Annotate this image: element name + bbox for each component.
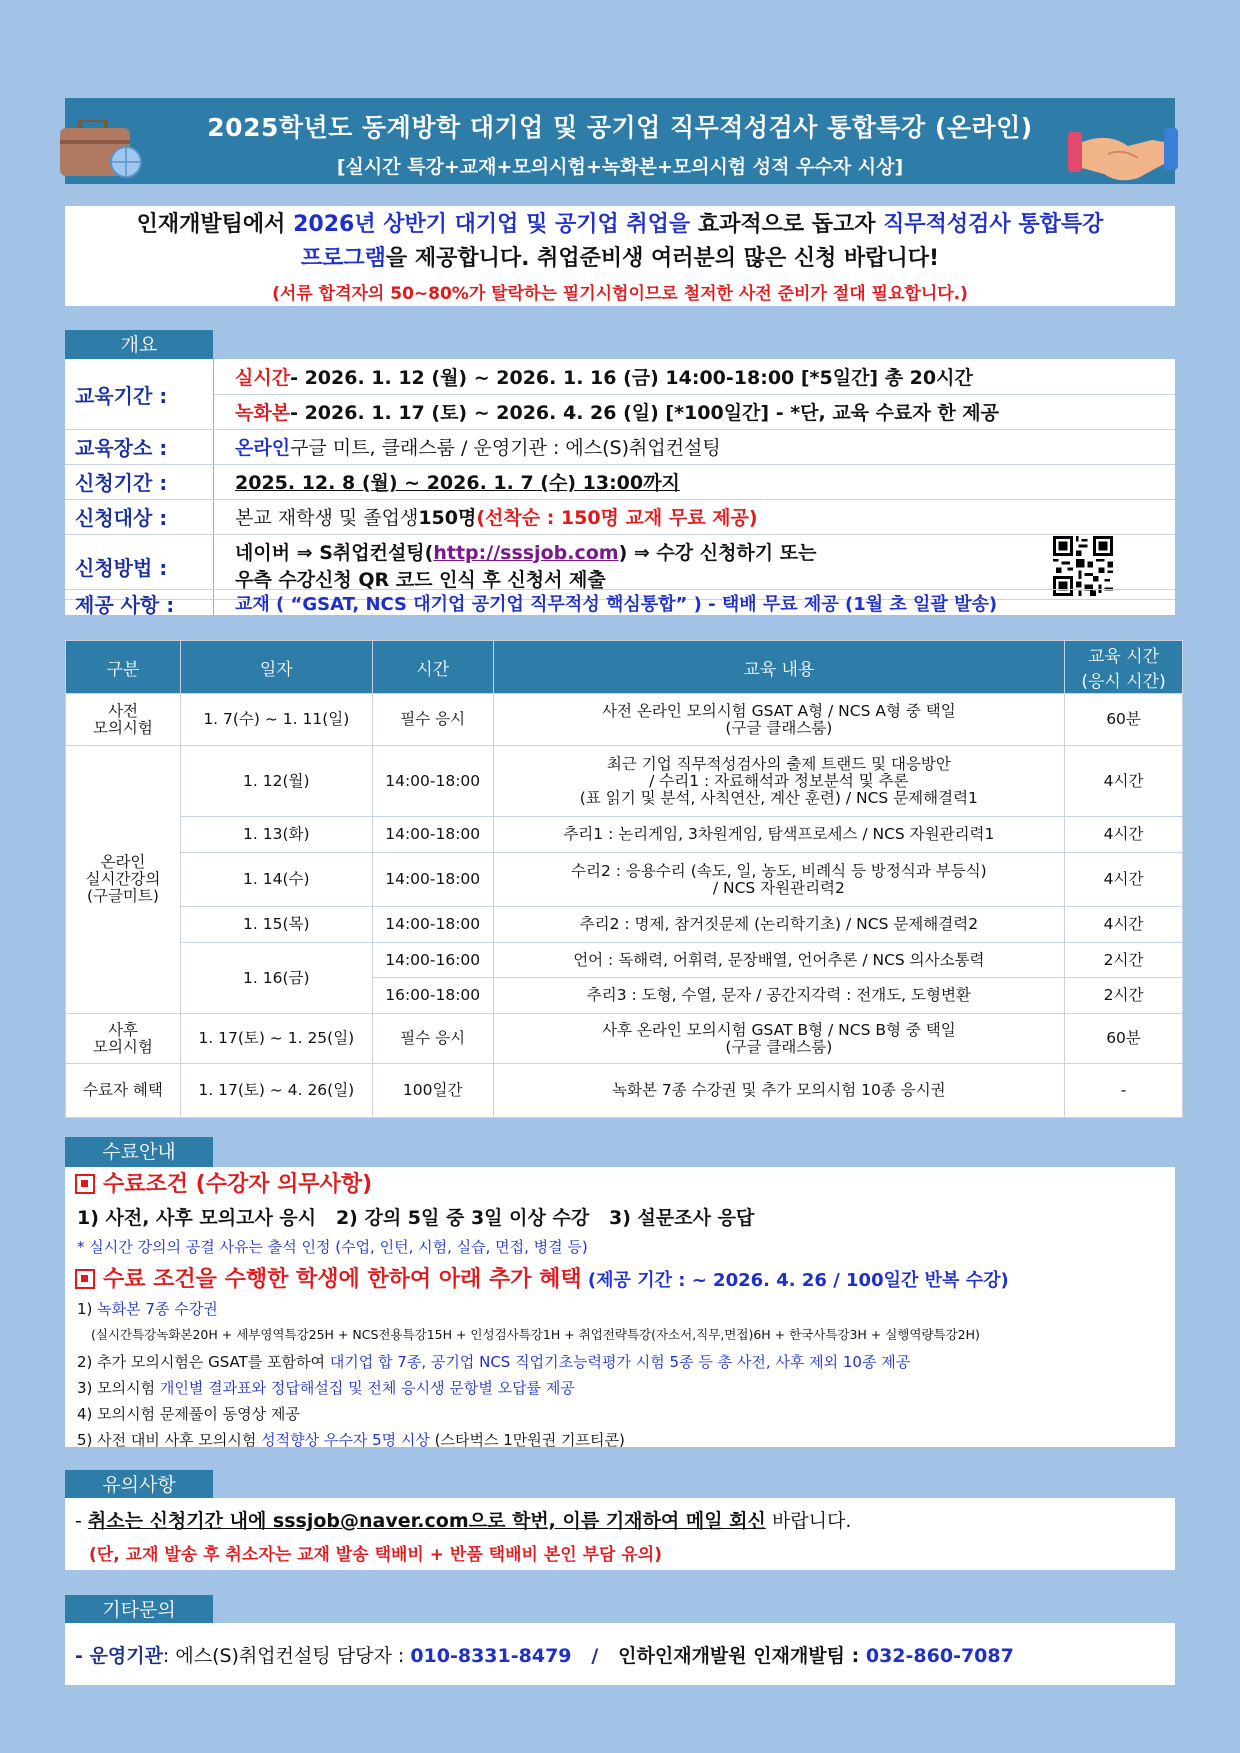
period-label: 교육기간 : <box>75 383 168 408</box>
offer-value: 교재 ( “GSAT, NCS 대기업 공기업 직무적성 핵심통합” ) - 택배 무료 제공 (1월 초 일괄 발송) <box>235 594 998 615</box>
apply-period-label: 신청기간 : <box>75 471 168 495</box>
notice-line-2: (단, 교재 발송 후 취소자는 교재 발송 택배비 + 반품 택배비 본인 부담 유의) <box>89 1545 662 1565</box>
offer-label: 제공 사항 : <box>75 592 175 617</box>
benefit-5: 5) 사전 대비 사후 모의시험 성적향상 우수자 5명 시상 (스타벅스 1만원권 기프티콘) <box>77 1431 625 1449</box>
place-label: 교육장소 : <box>75 436 168 460</box>
qr-code-icon[interactable] <box>1053 536 1113 596</box>
intro-note: (서류 합격자의 50~80%가 탈락하는 필기시험이므로 철저한 사전 준비가 절대 필요합니다.) <box>272 284 968 304</box>
condition-line: 1) 사전, 사후 모의고사 응시 2) 강의 5일 중 3일 이상 수강 3) 설문조사 응답 <box>77 1207 755 1229</box>
table-row: 수료자 혜택 1. 17(토) ~ 4. 26(일) 100일간 녹화본 7종 수강권 및 추가 모의시험 10종 응시권 - <box>66 1064 1183 1118</box>
target-value: 본교 재학생 및 졸업생 150명 (선착순 : 150명 교재 무료 제공) <box>235 507 758 529</box>
benefit-3: 3) 모의시험 개인별 결과표와 정답해설집 및 전체 응시생 문항별 오답률 제공 <box>77 1379 575 1397</box>
intro-box <box>65 206 1175 306</box>
benefit-2: 2) 추가 모의시험은 GSAT를 포함하여 대기업 합 7종, 공기업 NCS 직업기초능력평가 시험 5종 등 총 사전, 사후 제외 10종 제공 <box>77 1353 911 1371</box>
benefit-1: 1) 녹화본 7종 수강권 <box>77 1300 218 1318</box>
header-category: 구분 <box>66 641 181 694</box>
table-row: 사후 모의시험 1. 17(토) ~ 1. 25(일) 필수 응시 사후 온라인 모의시험 GSAT B형 / NCS B형 중 택일 (구글 클래스룸) 60분 <box>66 1014 1183 1064</box>
notice-box <box>65 1498 1175 1570</box>
method-value: 네이버 ⇒ S취업컨설팅(http://sssjob.com) ⇒ 수강 신청하기 또는 우측 수강신청 QR 코드 인식 후 신청서 제출 <box>235 541 817 591</box>
contact-line: - 운영기관: 에스(S)취업컨설팅 담당자 : 010-8331-8479 / 인하인재개발원 인재개발팀 : 032-860-7087 <box>75 1645 1014 1667</box>
benefit-4: 4) 모의시험 문제풀이 동영상 제공 <box>77 1405 300 1423</box>
overview-box <box>65 359 1175 615</box>
suitcase-icon <box>58 120 142 178</box>
notice-line-1: - 취소는 신청기간 내에 sssjob@naver.com으로 학번, 이름 기재하여 메일 회신 바랍니다. <box>75 1510 852 1532</box>
benefit-1-detail: (실시간특강녹화본20H + 세부영역특강25H + NCS전용특강15H + 인성검사특강1H + 취업전략특강(자소서,직무,면접)6H + 한국사특강3H + 실행역량특강2H) <box>91 1327 980 1342</box>
table-header-row <box>66 641 1183 694</box>
checkbox-square-icon <box>75 1269 95 1289</box>
period-recorded: 녹화본 - 2026. 1. 17 (토) ~ 2026. 4. 26 (일) [*100일간] - *단, 교육 수료자 한 제공 <box>235 402 999 424</box>
table-row: 16:00-18:00 추리3 : 도형, 수열, 문자 / 공간지각력 : 전개도, 도형변환 2시간 <box>66 978 1183 1014</box>
target-label: 신청대상 : <box>75 506 168 530</box>
apply-period-value: 2025. 12. 8 (월) ~ 2026. 1. 7 (수) 13:00까지 <box>235 472 680 494</box>
header-duration: 교육 시간 (응시 시간) <box>1065 641 1183 694</box>
table-row: 1. 14(수) 14:00-18:00 수리2 : 응용수리 (속도, 일, 농도, 비례식 등 방정식과 부등식) / NCS 자원관리력2 4시간 <box>66 853 1183 907</box>
page-title: 2025학년도 동계방학 대기업 및 공기업 직무적성검사 통합특강 (온라인) <box>207 113 1033 142</box>
contact-box <box>65 1623 1175 1685</box>
handshake-icon <box>1068 128 1178 184</box>
page-subtitle: [실시간 특강+교재+모의시험+녹화본+모의시험 성적 우수자 시상] <box>336 156 904 178</box>
completion-box <box>65 1167 1175 1447</box>
overview-tab: 개요 <box>65 330 213 360</box>
header-time: 시간 <box>372 641 493 694</box>
table-row: 사전 모의시험 1. 7(수) ~ 1. 11(일) 필수 응시 사전 온라인 모의시험 GSAT A형 / NCS A형 중 택일 (구글 클래스룸) 60분 <box>66 694 1183 746</box>
schedule-table <box>65 640 1183 1118</box>
table-row: 1. 13(화) 14:00-18:00 추리1 : 논리게임, 3차원게임, 탐색프로세스 / NCS 자원관리력1 4시간 <box>66 817 1183 853</box>
checkbox-square-icon <box>75 1174 95 1194</box>
table-row: 1. 15(목) 14:00-18:00 추리2 : 명제, 참거짓문제 (논리학기초) / NCS 문제해결력2 4시간 <box>66 907 1183 943</box>
table-row: 1. 16(금) 14:00-16:00 언어 : 독해력, 어휘력, 문장배열, 언어추론 / NCS 의사소통력 2시간 <box>66 943 1183 978</box>
benefit-title: 수료 조건을 수행한 학생에 한하여 아래 추가 혜택 (제공 기간 : ~ 2026. 4. 26 / 100일간 반복 수강) <box>71 1262 1009 1293</box>
completion-tab: 수료안내 <box>65 1137 213 1167</box>
place-value: 온라인 구글 미트, 클래스룸 / 운영기관 : 에스(S)취업컨설팅 <box>235 437 721 459</box>
notice-tab: 유의사항 <box>65 1470 213 1500</box>
header-banner <box>65 98 1175 184</box>
method-label: 신청방법 : <box>75 556 168 580</box>
table-row: 온라인 실시간강의 (구글미트) 1. 12(월) 14:00-18:00 최근 기업 직무적성검사의 출제 트랜드 및 대응방안 / 수리1 : 자료해석과 정보분석 및 추론 (표 읽기 및 분석, 사칙연산, 계산 훈련) / NCS 문제해결력1 4시간 <box>66 746 1183 817</box>
sssjob-link[interactable]: http://sssjob.com <box>433 541 619 564</box>
intro-text: 인재개발팀에서 2026년 상반기 대기업 및 공기업 취업을 효과적으로 돕고자 직무적성검사 통합특강 프로그램을 제공합니다. 취업준비생 여러분의 많은 신청 바랍니다! <box>136 212 1104 271</box>
condition-note: * 실시간 강의의 공결 사유는 출석 인정 (수업, 인턴, 시험, 실습, 면접, 병결 등) <box>77 1238 588 1256</box>
condition-title: 수료조건 (수강자 의무사항) <box>71 1167 372 1198</box>
contact-tab: 기타문의 <box>65 1595 213 1625</box>
header-date: 일자 <box>180 641 372 694</box>
header-content: 교육 내용 <box>493 641 1064 694</box>
period-live: 실시간 - 2026. 1. 12 (월) ~ 2026. 1. 16 (금) 14:00-18:00 [*5일간] 총 20시간 <box>214 359 1175 395</box>
